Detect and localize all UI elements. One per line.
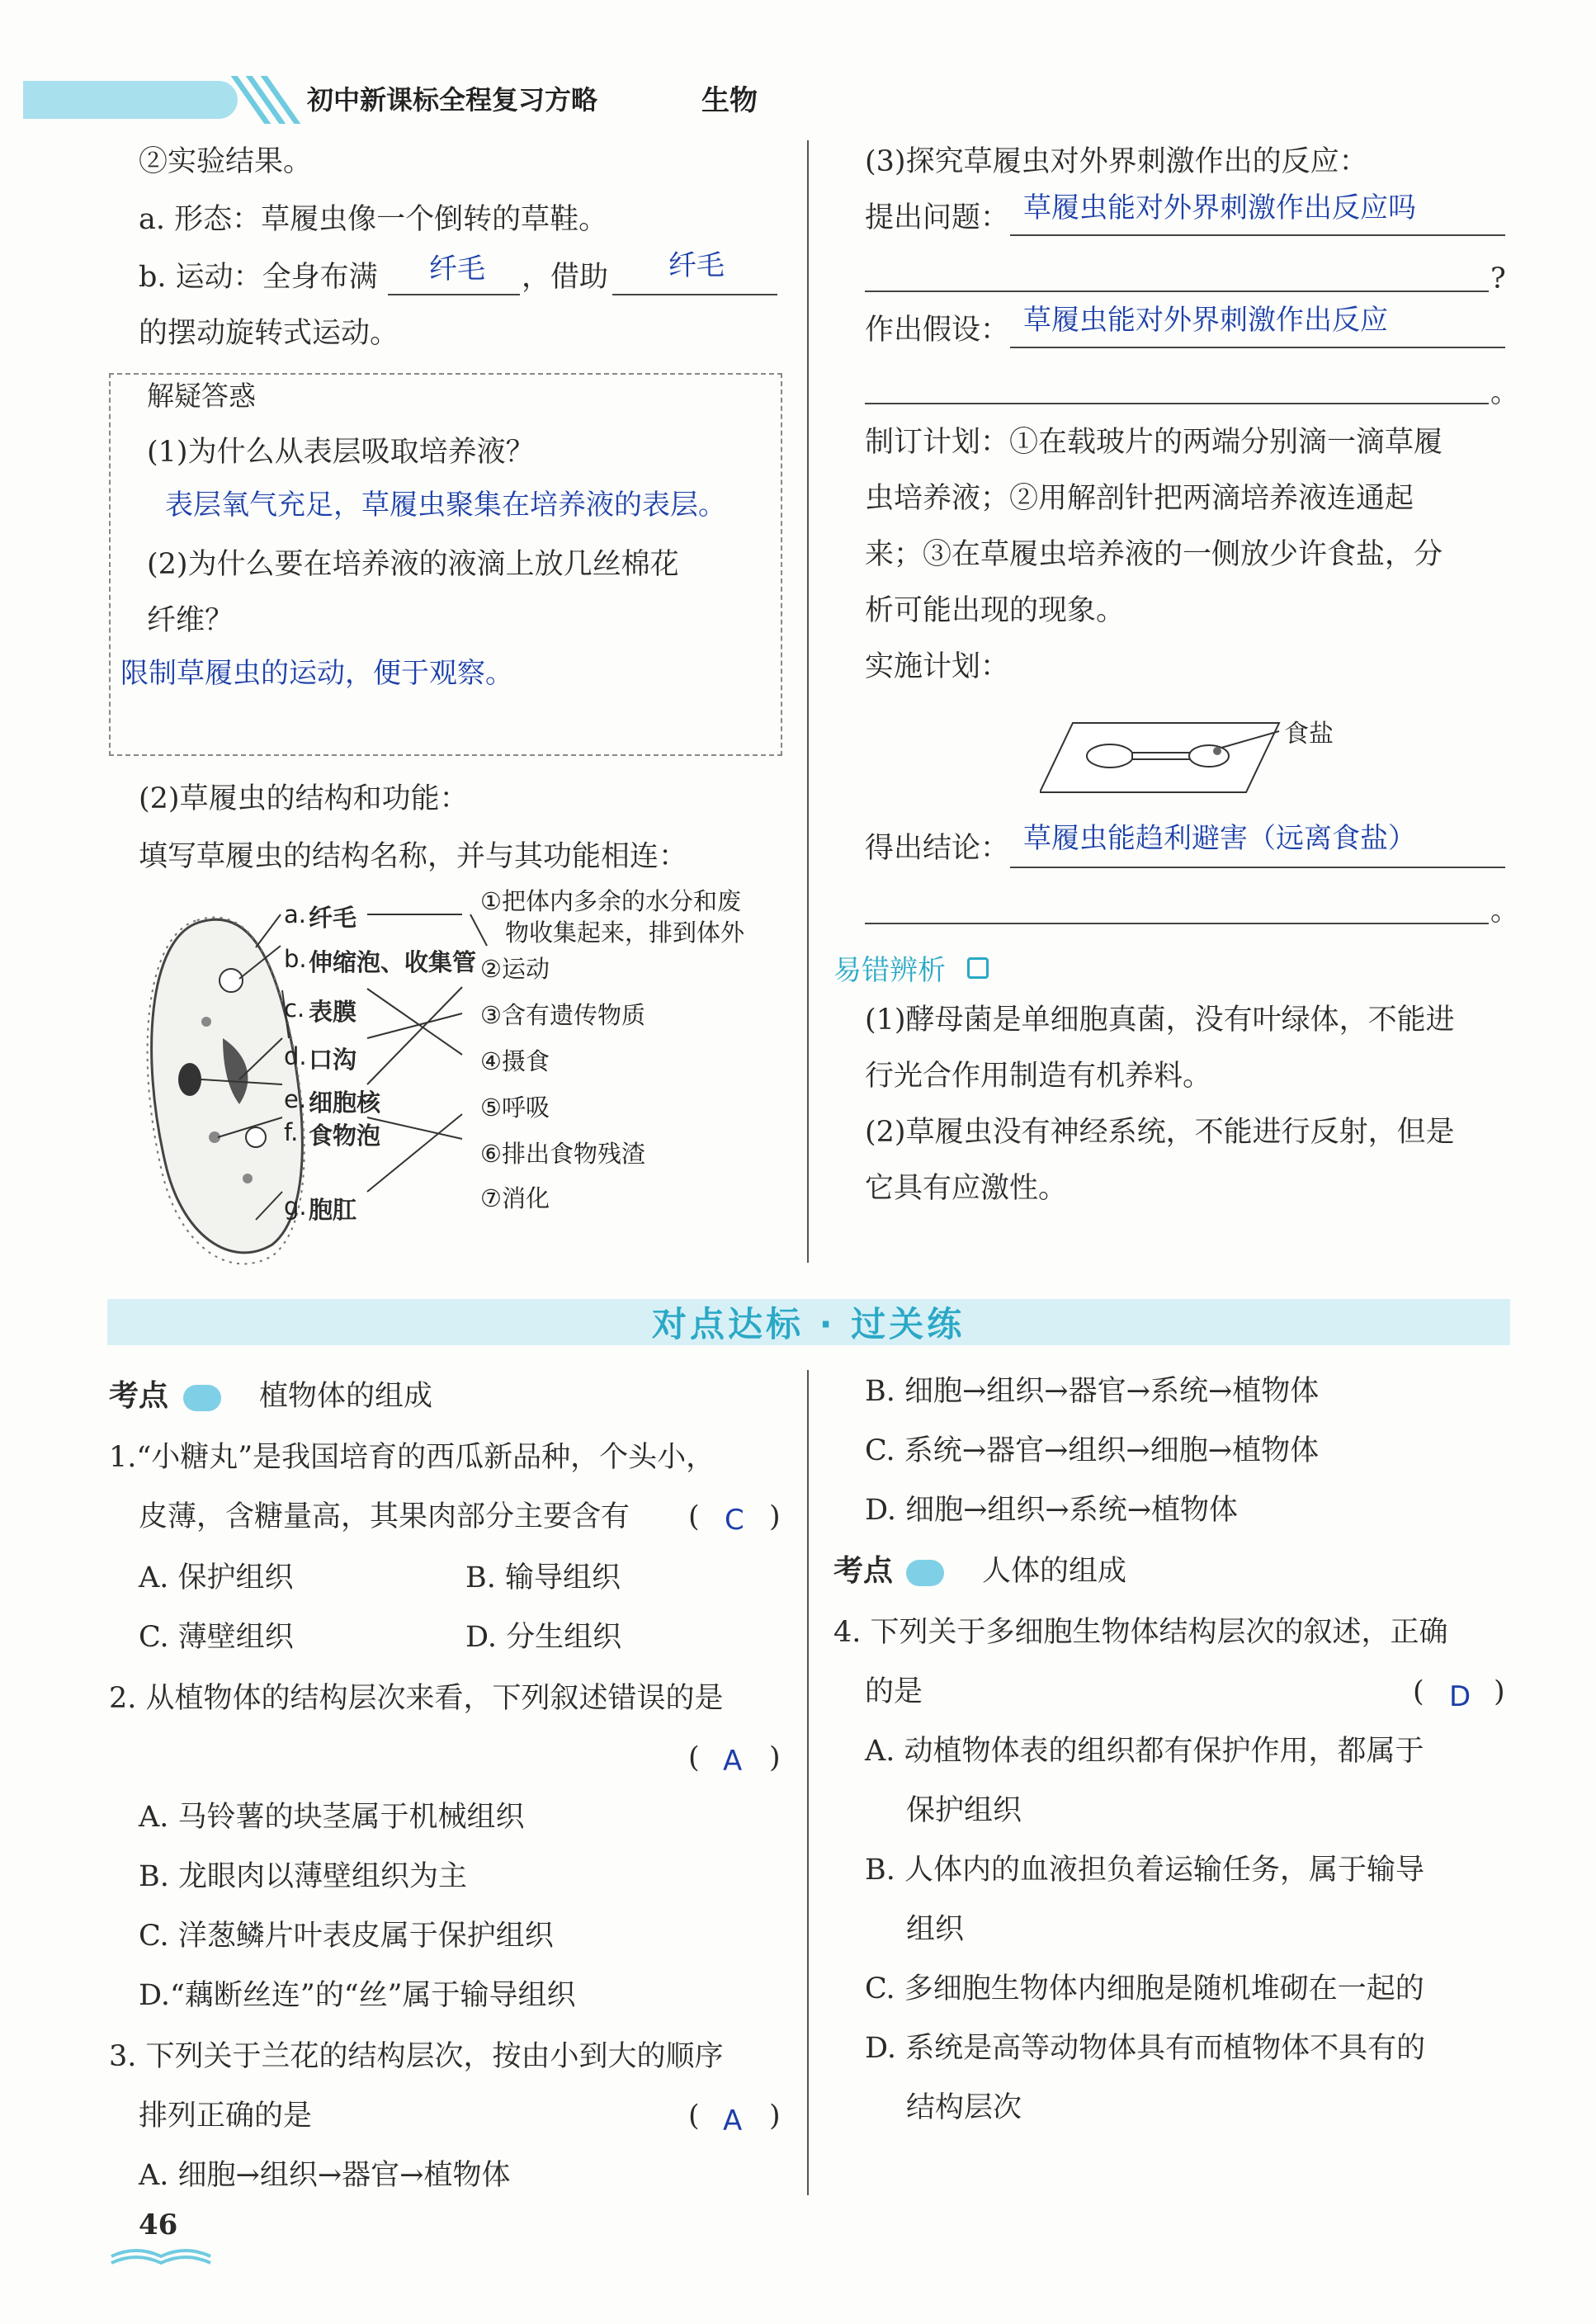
q3-option: C. 系统→器官→组织→细胞→植物体: [865, 1434, 1320, 1467]
answer-hypothesis: 草履虫能对外界刺激作出反应: [1023, 304, 1388, 337]
shape-line: a. 形态：草履虫像一个倒转的草鞋。: [139, 203, 608, 236]
kaodian-title: 人体的组成: [982, 1555, 1127, 1588]
part-name: 口沟: [309, 1046, 357, 1074]
part-letter: a.: [284, 900, 306, 928]
blank-line: [865, 923, 1489, 924]
contractile-vacuole: [246, 1127, 266, 1147]
paren-close: ): [769, 1741, 781, 1774]
salt-grain: [1213, 747, 1221, 755]
error-line: (1)酵母菌是单细胞真菌，没有叶绿体，不能进: [865, 1004, 1455, 1037]
q1-line2: 皮薄，含糖量高，其果肉部分主要含有: [139, 1500, 630, 1533]
question-label: 提出问题：: [865, 201, 1010, 234]
q2-answer: A: [723, 1745, 743, 1778]
kaodian-label: 考点: [109, 1379, 169, 1413]
kaodian-badge: [906, 1560, 944, 1586]
part-letter: b.: [284, 945, 307, 973]
error-line: (2)草履虫没有神经系统，不能进行反射，但是: [865, 1116, 1455, 1149]
paren-close: ): [769, 1500, 781, 1533]
function-label: ③含有遗传物质: [480, 1001, 645, 1029]
q4-option: C. 多细胞生物体内细胞是随机堆砌在一起的: [865, 1972, 1424, 2005]
culture-drop: [1189, 745, 1229, 767]
qa-question-2b: 纤维？: [147, 604, 234, 637]
q2-option: A. 马铃薯的块茎属于机械组织: [139, 1801, 525, 1834]
plan-line: 来；③在草履虫培养液的一侧放少许食盐，分: [865, 538, 1443, 571]
q3-line1: 3. 下列关于兰花的结构层次，按由小到大的顺序: [109, 2040, 724, 2073]
qa-answer-2: 限制草履虫的运动，便于观察。: [120, 657, 513, 690]
food-vacuole: [201, 1017, 211, 1027]
paren-open: (: [688, 1741, 700, 1774]
motion-post: 的摆动旋转式运动。: [139, 317, 399, 350]
conclusion-label: 得出结论：: [865, 832, 1010, 865]
q2-option: C. 洋葱鳞片叶表皮属于保护组织: [139, 1920, 554, 1953]
q1-option: C. 薄壁组织: [139, 1621, 294, 1654]
error-analysis-title: 易错辨析: [833, 954, 946, 987]
kaodian-title: 植物体的组成: [259, 1380, 433, 1413]
part-letter: g.: [284, 1193, 307, 1221]
part-letter: c.: [284, 994, 305, 1023]
structure-heading: (2)草履虫的结构和功能：: [139, 782, 469, 815]
q4-option-cont: 组织: [906, 1913, 965, 1946]
plan-line: 制订计划：①在载玻片的两端分别滴一滴草履: [865, 426, 1443, 459]
paren-close: ): [1494, 1675, 1505, 1708]
q4-answer: D: [1449, 1680, 1471, 1713]
q1-option: A. 保护组织: [139, 1561, 294, 1594]
structure-instruction: 填写草履虫的结构名称，并与其功能相连：: [139, 840, 688, 873]
q3-line2: 排列正确的是: [139, 2100, 313, 2133]
part-letter: e.: [284, 1085, 307, 1113]
function-label: ①把体内多余的水分和废: [480, 887, 741, 915]
part-letter: d.: [284, 1042, 307, 1070]
column-divider: [807, 140, 809, 1263]
q4-option-cont: 保护组织: [906, 1794, 1022, 1827]
q3-option: A. 细胞→组织→器官→植物体: [139, 2159, 511, 2192]
answer-conclusion: 草履虫能趋利避害（远离食盐）: [1023, 822, 1416, 855]
header-band: [23, 81, 238, 119]
kaodian-badge: [183, 1385, 221, 1411]
function-label: ②运动: [480, 955, 550, 983]
page-number: 46: [139, 2208, 178, 2241]
blank-line: [865, 290, 1489, 292]
conclusion-end: 。: [1490, 895, 1520, 928]
slide-diagram: [1040, 715, 1287, 797]
part-name: 食物泡: [309, 1122, 381, 1150]
leader-line: [256, 914, 281, 947]
plan-line: 析可能出现的现象。: [865, 594, 1126, 627]
error-line: 它具有应激性。: [865, 1172, 1068, 1205]
blank-line: [865, 403, 1489, 404]
q4-line2: 的是: [865, 1675, 923, 1708]
book-icon: [107, 2241, 215, 2266]
play-icon: [967, 957, 989, 979]
q1-option: B. 输导组织: [465, 1561, 621, 1594]
q3-answer: A: [723, 2104, 743, 2137]
qa-question-1: (1)为什么从表层吸取培养液？: [147, 436, 535, 469]
answer-cilia-2: 纤毛: [668, 249, 725, 282]
q4-option: B. 人体内的血液担负着运输任务，属于输导: [865, 1854, 1424, 1887]
blank-line: [1010, 867, 1505, 868]
q1-answer: C: [725, 1504, 744, 1537]
q4-line1: 4. 下列关于多细胞生物体结构层次的叙述，正确: [833, 1616, 1448, 1649]
part-name: 细胞核: [309, 1089, 381, 1117]
part-letter: f.: [284, 1118, 299, 1146]
q4-option: A. 动植物体表的组织都有保护作用，都属于: [865, 1735, 1424, 1768]
function-label: ④摄食: [480, 1047, 550, 1075]
match-line: [367, 989, 462, 1055]
qa-title: 解疑答惑: [147, 380, 256, 412]
part-name: 纤毛: [309, 904, 357, 932]
function-label: ⑥排出食物残渣: [480, 1140, 645, 1168]
question-end: ?: [1490, 262, 1506, 295]
q1-option: D. 分生组织: [465, 1621, 622, 1654]
kaodian-label: 考点: [833, 1554, 894, 1588]
match-line: [470, 914, 487, 946]
paren-open: (: [688, 1500, 700, 1533]
column-divider: [807, 1370, 809, 2195]
book-title: 初中新课标全程复习方略: [307, 84, 598, 116]
blank-line: [612, 294, 777, 295]
answer-cilia-1: 纤毛: [429, 253, 485, 286]
function-label: ⑤呼吸: [480, 1094, 550, 1122]
blank-line: [388, 294, 520, 295]
q4-option: D. 系统是高等动物体具有而植物体不具有的: [865, 2032, 1426, 2065]
q3-option: B. 细胞→组织→器官→系统→植物体: [865, 1375, 1320, 1408]
part-name: 伸缩泡、收集管: [309, 948, 477, 976]
error-line: 行光合作用制造有机养料。: [865, 1060, 1212, 1093]
q2-line1: 2. 从植物体的结构层次来看，下列叙述错误的是: [109, 1682, 724, 1715]
qa-question-2a: (2)为什么要在培养液的液滴上放几丝棉花: [147, 548, 679, 581]
q2-option: B. 龙眼肉以薄壁组织为主: [139, 1860, 467, 1893]
q3-option: D. 细胞→组织→系统→植物体: [865, 1494, 1239, 1527]
nucleus: [178, 1063, 201, 1096]
implement-label: 实施计划：: [865, 650, 1010, 683]
blank-line: [1010, 234, 1505, 236]
part-name: 胞肛: [309, 1196, 357, 1224]
q1-line1: 1.“小糖丸”是我国培育的西瓜新品种，个头小，: [109, 1441, 715, 1474]
contractile-vacuole: [220, 969, 243, 992]
hypothesis-label: 作出假设：: [865, 314, 1010, 347]
q4-option-cont: 结构层次: [906, 2091, 1022, 2124]
match-line: [367, 987, 462, 1084]
hypothesis-end: 。: [1490, 376, 1520, 409]
motion-mid: ，借助: [522, 261, 609, 294]
match-line: [367, 1114, 462, 1192]
function-label: ⑦消化: [480, 1184, 550, 1212]
section-title: 对点达标 · 过关练: [652, 1304, 966, 1344]
plan-line: 虫培养液；②用解剖针把两滴培养液连通起: [865, 482, 1414, 515]
explore-heading: (3)探究草履虫对外界刺激作出的反应：: [865, 145, 1368, 178]
subject-title: 生物: [701, 84, 758, 117]
motion-pre: b. 运动：全身布满: [139, 261, 378, 294]
match-line: [367, 1013, 462, 1038]
qa-answer-1: 表层氧气充足，草履虫聚集在培养液的表层。: [165, 489, 726, 522]
match-line: [367, 1117, 462, 1139]
answer-question: 草履虫能对外界刺激作出反应吗: [1023, 191, 1416, 224]
q2-option: D.“藕断丝连”的“丝”属于输导组织: [139, 1979, 576, 2012]
result-heading: ②实验结果。: [139, 145, 313, 178]
paren-open: (: [1413, 1675, 1424, 1708]
paren-open: (: [688, 2100, 700, 2133]
part-name: 表膜: [309, 998, 357, 1026]
paren-close: ): [769, 2100, 781, 2133]
function-label: 物收集起来，排到体外: [505, 919, 745, 947]
salt-label: 食盐: [1284, 720, 1334, 749]
blank-line: [1010, 347, 1505, 348]
food-vacuole: [243, 1174, 253, 1183]
connecting-channel: [1132, 753, 1190, 759]
culture-drop: [1087, 744, 1133, 768]
